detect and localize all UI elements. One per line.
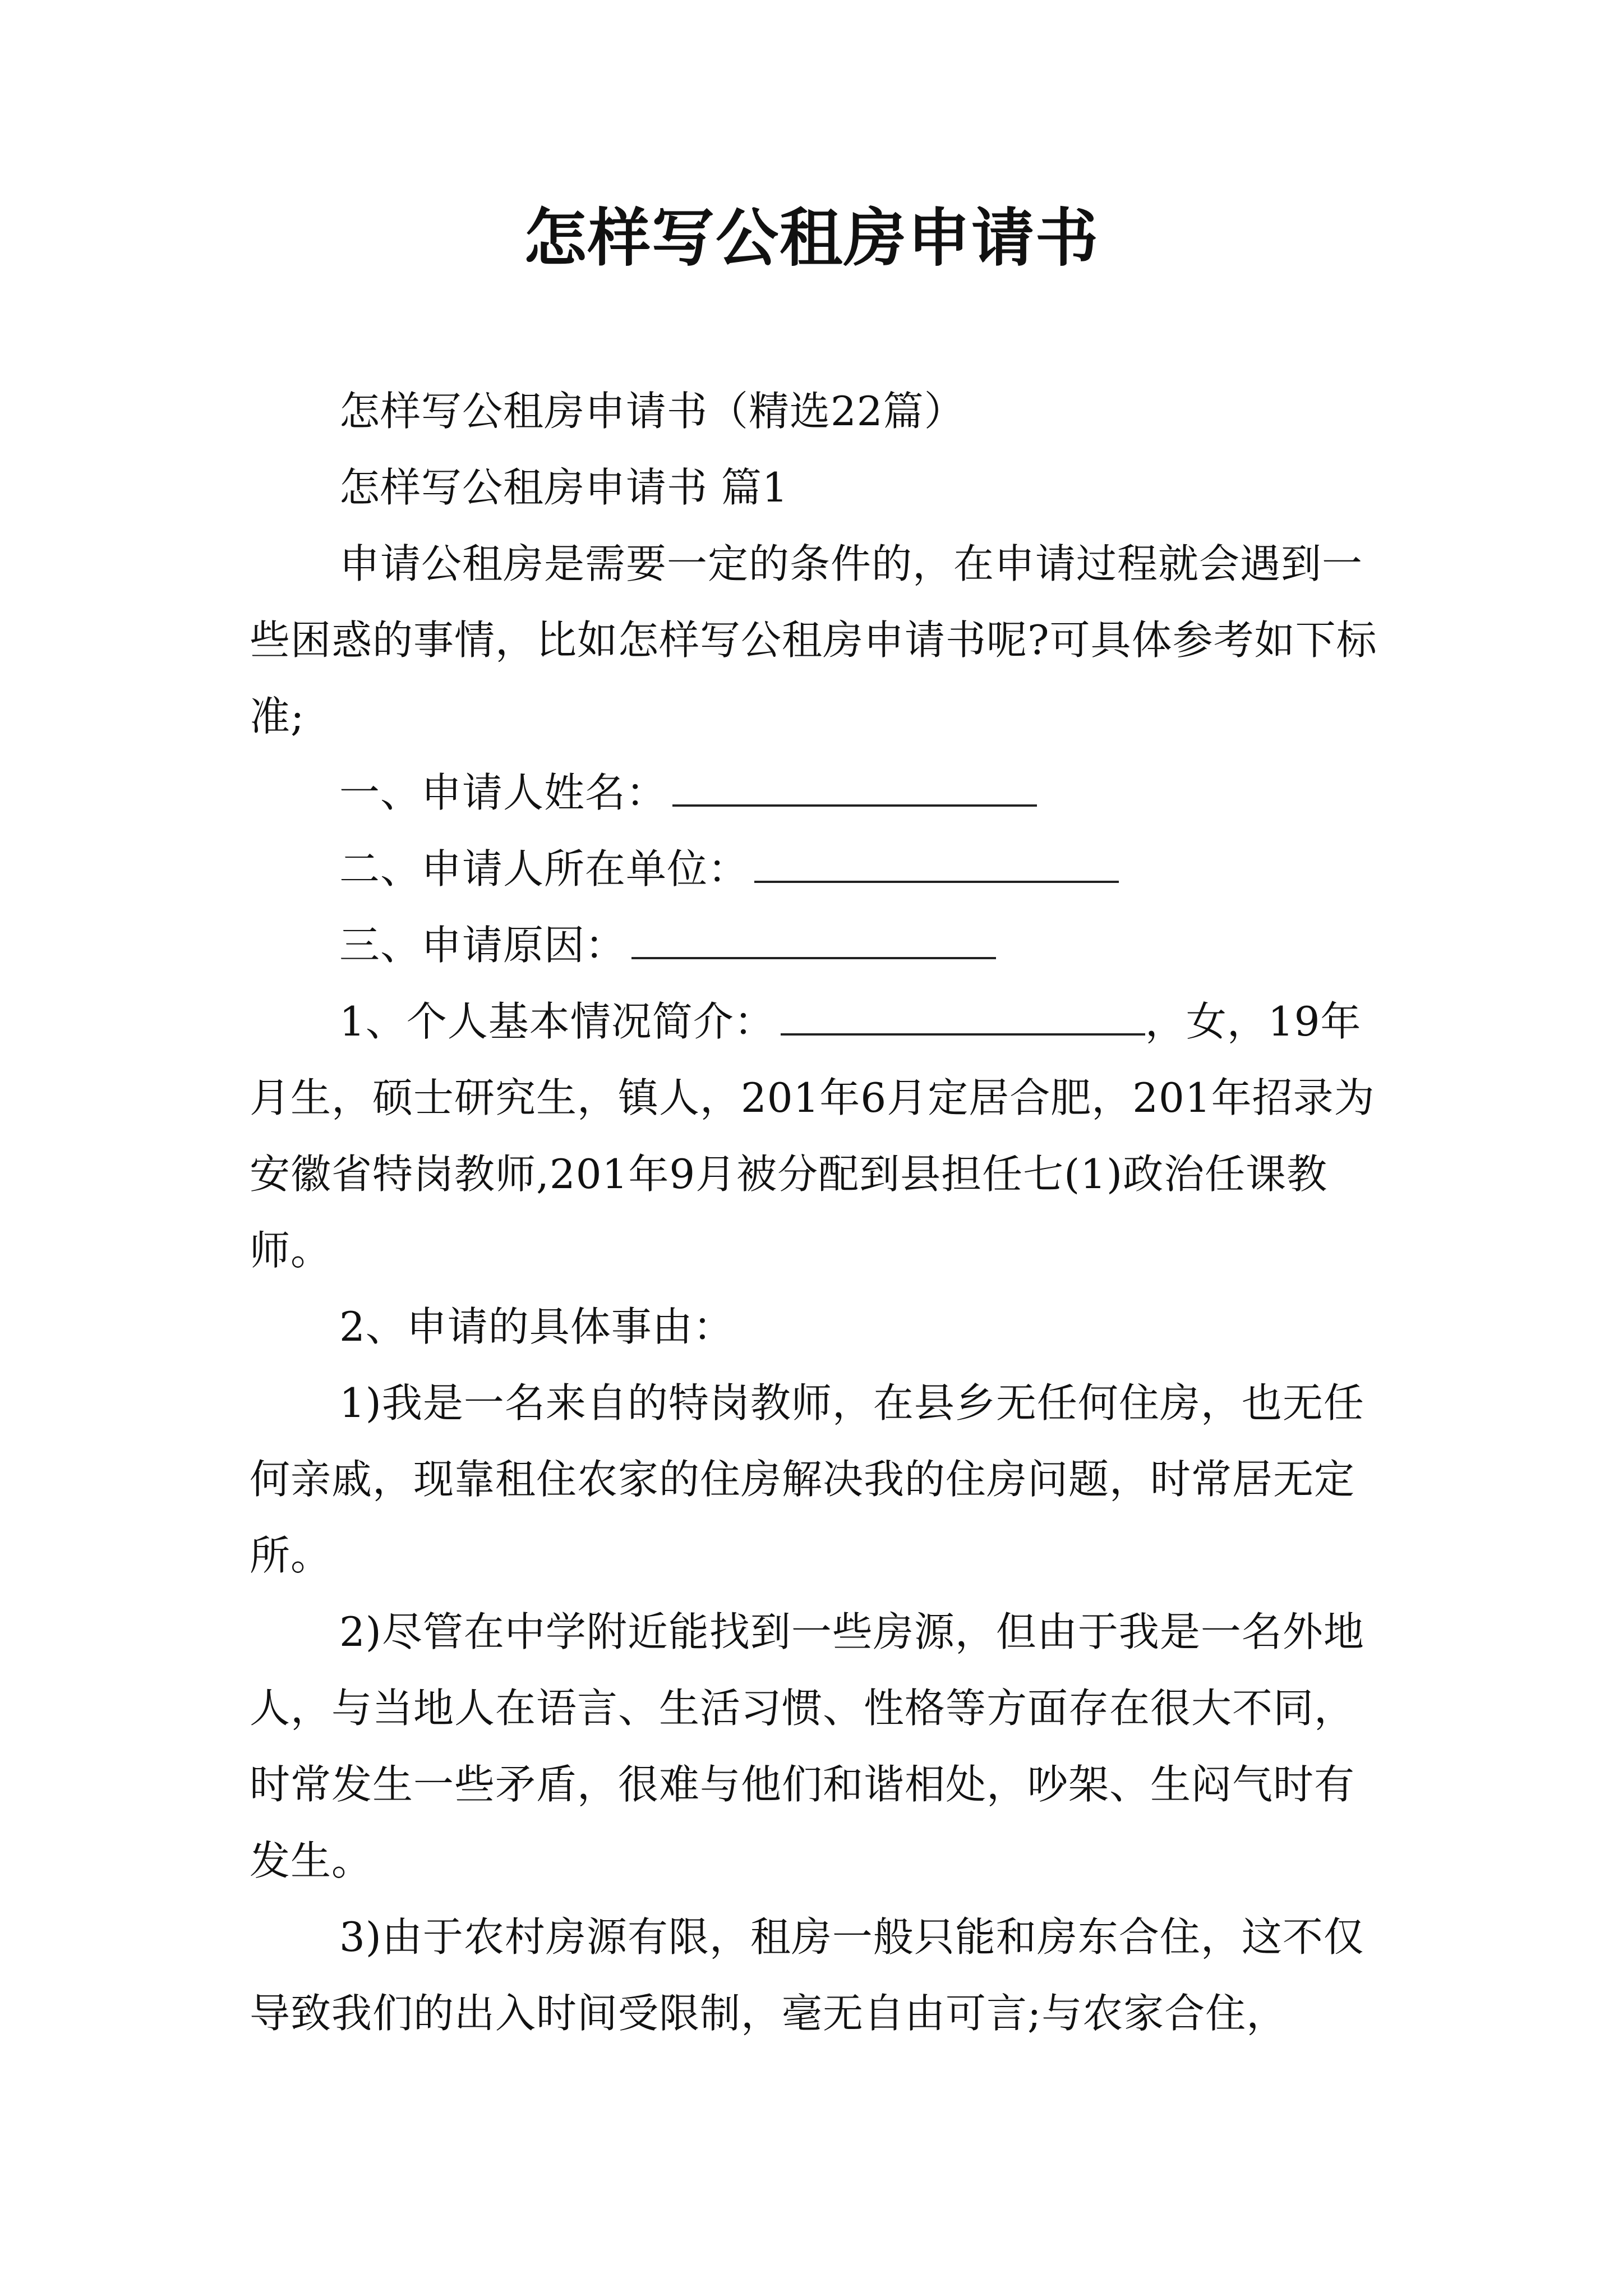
application-reason-blank (631, 923, 996, 959)
applicant-unit-blank (754, 847, 1119, 883)
applicant-unit-line (250, 831, 1394, 907)
subtitle: 怎样写公租房申请书（精选22篇） (339, 388, 965, 435)
basic-info-blank (781, 1000, 1145, 1036)
basic-info-label: 1、个人基本情况简介： (339, 998, 775, 1045)
applicant-name-line (250, 754, 1394, 831)
reasons-heading: 2、申请的具体事由： (339, 1303, 734, 1350)
document-body (250, 373, 1394, 2051)
intro-paragraph: 申请公租房是需要一定的条件的，在申请过程就会遇到一些困惑的事情，比如怎样写公租房申请书呢?可具体参考如下标准; (250, 540, 1377, 740)
basic-info-paragraph (250, 983, 1394, 1289)
applicant-name-blank (672, 771, 1037, 807)
reason-1-paragraph: 1)我是一名来自的特岗教师，在县乡无任何住房，也无任何亲戚，现靠租住农家的住房解决我的住房问题，时常居无定所。 (250, 1379, 1364, 1579)
section-heading: 怎样写公租房申请书 篇1 (339, 464, 789, 511)
applicant-name-label: 一、申请人姓名： (339, 769, 667, 816)
application-reason-label: 三、申请原因： (339, 922, 626, 969)
applicant-unit-label: 二、申请人所在单位： (339, 845, 749, 892)
reason-3-paragraph: 3)由于农村房源有限，租房一般只能和房东合住，这不仅导致我们的出入时间受限制，毫无自由可言;与农家合住， (250, 1913, 1364, 2037)
application-reason-line (250, 907, 1394, 983)
document-title: 怎样写公租房申请书 (524, 202, 1099, 275)
basic-info-text: ，女，19年月生，硕士研究生，镇人，201年6月定居合肥，201年招录为安徽省特岗教师,201年9月被分配到县担任七(1)政治任课教师。 (250, 998, 1375, 1274)
reason-2-paragraph: 2)尽管在中学附近能找到一些房源，但由于我是一名外地人，与当地人在语言、生活习惯、性格等方面存在很大不同，时常发生一些矛盾，很难与他们和谐相处，吵架、生闷气时有发生。 (250, 1608, 1364, 1884)
